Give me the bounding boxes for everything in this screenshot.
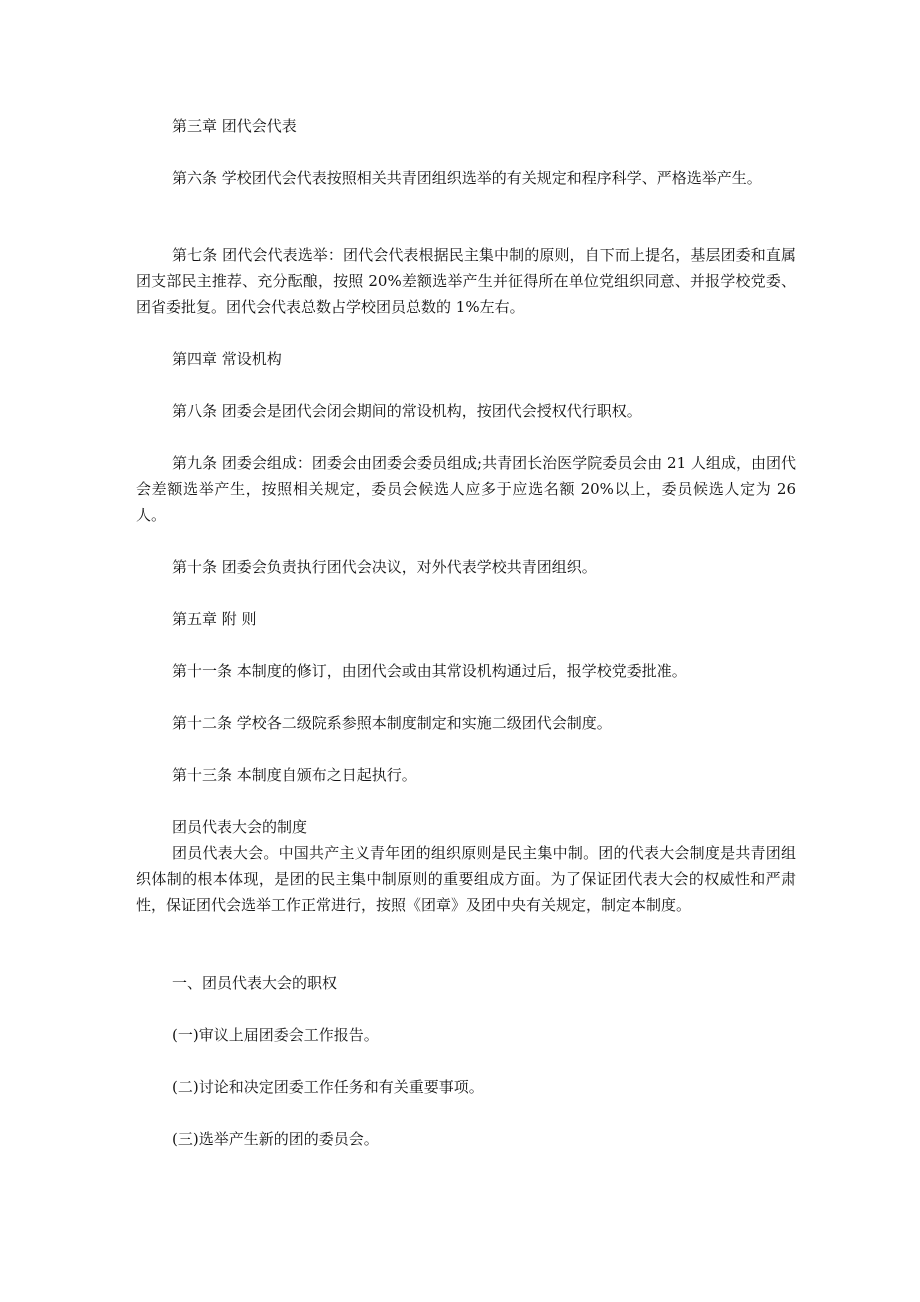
article-11: 第十一条 本制度的修订，由团代会或由其常设机构通过后，报学校党委批准。 xyxy=(172,662,687,680)
article-8: 第八条 团委会是团代会闭会期间的常设机构，按团代会授权代行职权。 xyxy=(172,402,642,420)
list-item-1: (一)审议上届团委会工作报告。 xyxy=(172,1026,379,1044)
list-item-2: (二)讨论和决定团委工作任务和有关重要事项。 xyxy=(172,1078,484,1096)
article-10: 第十条 团委会负责执行团代会决议，对外代表学校共青团组织。 xyxy=(172,558,597,576)
article-9: 第九条 团委会组成：团委会由团委会委员组成;共青团长治医学院委员会由 21 人组成，由团代会差额选举产生，按照相关规定，委员会候选人应多于应选名额 20%以上，委员候选人定为 26 人。 xyxy=(136,454,796,524)
article-13: 第十三条 本制度自颁布之日起执行。 xyxy=(172,766,417,784)
section-title: 团员代表大会的制度 xyxy=(172,818,308,836)
chapter-4-heading: 第四章 常设机构 xyxy=(172,350,282,368)
intro-paragraph: 团员代表大会。中国共产主义青年团的组织原则是民主集中制。团的代表大会制度是共青团组织体制的根本体现，是团的民主集中制原则的重要组成方面。为了保证团代表大会的权威性和严肃性，保证团代会选举工作正常进行，按照《团章》及团中央有关规定，制定本制度。 xyxy=(136,844,796,914)
article-12: 第十二条 学校各二级院系参照本制度制定和实施二级团代会制度。 xyxy=(172,714,612,732)
article-7: 第七条 团代会代表选举：团代会代表根据民主集中制的原则，自下而上提名，基层团委和直属团支部民主推荐、充分酝酿，按照 20%差额选举产生并征得所在单位党组织同意、并报学校党委、团省委批复。团代会代表总数占学校团员总数的 1%左右。 xyxy=(136,246,796,316)
article-6: 第六条 学校团代会代表按照相关共青团组织选举的有关规定和程序科学、严格选举产生。 xyxy=(172,169,762,187)
chapter-5-heading: 第五章 附 则 xyxy=(172,610,257,628)
list-item-3: (三)选举产生新的团的委员会。 xyxy=(172,1130,379,1148)
chapter-3-heading: 第三章 团代会代表 xyxy=(172,117,297,135)
section-1-heading: 一、团员代表大会的职权 xyxy=(172,974,338,992)
